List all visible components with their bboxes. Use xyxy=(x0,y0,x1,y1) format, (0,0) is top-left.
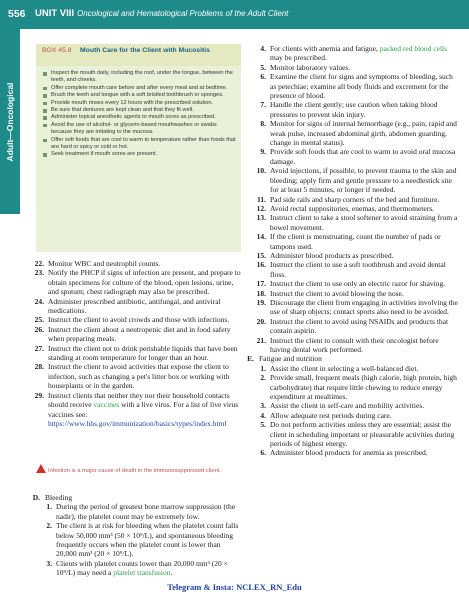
box-header xyxy=(36,44,241,66)
item-text: Discourage the client from engaging in activities involving the use of sharp objects; contact sports also need to be avoided. xyxy=(270,297,458,317)
list-item xyxy=(252,373,460,401)
list-item xyxy=(22,344,243,363)
item-text: Instruct the client to avoid activities that expose the client to infection, such as changing a pet's litter box or working with houseplants or in the garden. xyxy=(48,362,230,391)
item-text: Instruct the client to consult with their oncologist before having dental work performed. xyxy=(270,335,439,354)
box-label: BOX 45.8 xyxy=(42,47,72,54)
warning-callout xyxy=(36,464,241,476)
list-item xyxy=(252,336,460,355)
section-title: Bleeding xyxy=(45,493,73,502)
item-number: 14. xyxy=(256,232,266,242)
item-number: 24. xyxy=(34,296,44,306)
vaccines-link[interactable]: vaccines xyxy=(93,400,120,410)
box-list-item: Offer complete mouth care before and after every meal and at bedtime. xyxy=(42,85,236,92)
list-item xyxy=(22,297,243,316)
item-text: Instruct the client to avoid blowing the nose. xyxy=(270,288,404,298)
item-number: 15. xyxy=(256,250,266,260)
list-item xyxy=(252,298,460,317)
box-title: Mouth Care for the Client with Mucositis xyxy=(80,47,210,54)
platelet-transfusion-link[interactable]: platelet transfusion xyxy=(113,568,171,578)
mucositis-box xyxy=(36,44,241,252)
list-item xyxy=(252,401,460,410)
list-item xyxy=(252,279,460,288)
list-item xyxy=(252,44,460,63)
bleeding-section xyxy=(30,493,243,578)
item-number: 8. xyxy=(260,119,266,129)
item-text: Instruct the client not to drink perishable liquids that have been standing at room temperature for longer than an hour. xyxy=(48,343,238,363)
side-tab xyxy=(0,29,20,214)
item-number: 6. xyxy=(260,72,266,82)
chapter-title: Oncological and Hematological Problems of the Adult Client xyxy=(77,9,289,18)
list-item xyxy=(252,411,460,420)
item-text-part: with a live virus. For a list of live virus vaccines see: xyxy=(48,400,239,419)
list-item xyxy=(22,315,243,324)
item-text-part: Instruct clients that neither they nor their household contacts should receive xyxy=(48,390,230,410)
item-text: During the period of greatest bone marrow suppression (the nadir), the platelet count may be extremely low. xyxy=(56,502,236,521)
section-letter: D. xyxy=(32,493,40,502)
right-column-list xyxy=(247,44,460,458)
left-column-list xyxy=(22,259,243,428)
section-title: Fatigue and nutrition xyxy=(259,354,322,364)
list-item xyxy=(252,63,460,72)
list-item xyxy=(30,559,243,578)
item-number: 9. xyxy=(260,147,266,157)
item-number: 11. xyxy=(257,194,266,204)
section-heading xyxy=(30,493,243,502)
list-item xyxy=(252,251,460,260)
list-item xyxy=(252,72,460,100)
item-text: Avoid rectal suppositories, enemas, and thermometers. xyxy=(270,203,434,213)
list-item xyxy=(252,364,460,373)
item-number: 5. xyxy=(260,420,266,430)
item-number: 3. xyxy=(260,401,266,411)
item-number: 6. xyxy=(260,448,266,458)
list-item xyxy=(252,260,460,279)
box-list-item: Brush the teeth and tongue with a soft bristled toothbrush or sponges. xyxy=(42,92,236,99)
item-number: 2. xyxy=(260,373,266,383)
item-text: Notify the PHCP if signs of infection are present, and prepare to obtain specimens for culture of the blood, open lesions, urine, and sputum; chest radiograph may also be prescribed. xyxy=(48,268,241,297)
item-number: 7. xyxy=(260,100,266,110)
item-text: The client is at risk for bleeding when the platelet count falls below 50,000 mm³ (50 × 10⁹/L), and spontaneous bleeding frequently occurs when the platelet count is lower than 20,000 mm³ (20 × 10⁹/L). xyxy=(56,521,239,559)
list-item xyxy=(22,362,243,390)
item-text: Administer blood products for anemia as prescribed. xyxy=(270,448,428,458)
vaccine-url-link[interactable]: https://www.hhs.gov/immunization/basics/types/index.html xyxy=(48,418,227,428)
box-list-item: Offer soft foods that are cool to warm to temperature rather than foods that are hard or spicy or cold or hot. xyxy=(42,137,236,152)
footer-watermark: Telegram & Insta: NCLEX_RN_Edu xyxy=(167,582,302,592)
item-text: Examine the client for signs and symptoms of bleeding, such as petechiae; examine all body fluids and excrement for the presence of blood. xyxy=(270,72,453,101)
item-text: Instruct the client to use a soft toothbrush and avoid dental floss. xyxy=(270,260,446,279)
list-item xyxy=(252,232,460,251)
list-item xyxy=(22,259,243,268)
box-list-item: Administer topical anesthetic agents to mouth sores as prescribed. xyxy=(42,114,236,121)
item-text: Administer blood products as prescribed. xyxy=(270,250,394,260)
item-text-part: may be prescribed. xyxy=(270,53,327,63)
list-item xyxy=(252,195,460,204)
list-item xyxy=(252,166,460,194)
item-number: 25. xyxy=(34,315,44,325)
item-text: Monitor WBC and neutrophil counts. xyxy=(48,259,161,268)
item-text: Monitor laboratory values. xyxy=(270,62,351,72)
item-text xyxy=(266,44,460,63)
item-number: 2. xyxy=(46,521,52,531)
list-item xyxy=(252,100,460,119)
list-item xyxy=(252,448,460,457)
item-text: Assist the client in self-care and mobility activities. xyxy=(270,401,425,411)
warning-icon xyxy=(36,464,46,473)
item-text: Provide soft foods that are cool to warm to avoid oral mucosa damage. xyxy=(270,147,456,166)
item-text: Pad side rails and sharp corners of the bed and furniture. xyxy=(270,194,440,204)
box-list-item: Provide mouth rinses every 12 hours with the prescribed solution. xyxy=(42,100,236,107)
box-list-item: Avoid the use of alcohol- or glycerin-based mouthwashes or swabs because they are irritating to the mucosa. xyxy=(42,122,236,137)
item-text xyxy=(52,559,243,578)
item-number: 29. xyxy=(34,390,44,400)
item-text: Instruct the client about a neutropenic diet and in food safety when preparing meals. xyxy=(48,324,231,344)
unit-label: UNIT VIII xyxy=(35,8,75,19)
packed-rbc-link[interactable]: packed red blood cells xyxy=(379,44,448,53)
item-text: Instruct the client to avoid using NSAIDs and products that contain aspirin. xyxy=(270,316,449,336)
item-text: Provide small, frequent meals (high calorie, high protein, high carbohydrate) that require little chewing to reduce energy expenditure at mealtimes. xyxy=(270,373,457,402)
item-number: 3. xyxy=(46,558,52,568)
box-list-item: Be sure that dentures are kept clean and that they fit well. xyxy=(42,107,236,114)
item-number: 21. xyxy=(256,335,266,345)
item-text: Instruct the client to use only an electric razor for shaving. xyxy=(270,279,446,289)
item-number: 12. xyxy=(256,203,266,213)
list-item xyxy=(22,268,243,296)
item-text-part: Clients with platelet counts lower than 20,000 mm³ (20 × 10⁹/L) may need a xyxy=(56,558,228,578)
item-number: 5. xyxy=(260,62,266,72)
item-number: 13. xyxy=(256,213,266,223)
item-number: 26. xyxy=(34,324,44,334)
box-list-item: Inspect the mouth daily, including the roof, under the tongue, between the teeth, and cheeks. xyxy=(42,70,236,85)
item-number: 20. xyxy=(256,316,266,326)
item-text: Assist the client in selecting a well-balanced diet. xyxy=(270,363,419,373)
page-number: 556 xyxy=(8,8,26,20)
item-number: 28. xyxy=(34,362,44,372)
list-item xyxy=(22,391,243,429)
item-number: 10. xyxy=(256,166,266,176)
box-list xyxy=(42,70,236,159)
list-item xyxy=(252,204,460,213)
list-item xyxy=(30,521,243,559)
item-text: Do not perform activities unless they are essential; assist the client in scheduling important or pleasurable activities during periods of highest energy. xyxy=(270,420,455,449)
item-number: 19. xyxy=(256,297,266,307)
list-item xyxy=(252,147,460,166)
item-text-part: For clients with anemia and fatigue, xyxy=(270,44,380,53)
item-text: Monitor for signs of internal hemorrhage (e.g., pain, rapid and weak pulse, increased abdominal girth, abdomen guarding, change in mental status). xyxy=(270,119,457,148)
list-item xyxy=(252,119,460,147)
running-header xyxy=(0,0,469,29)
item-number: 16. xyxy=(256,260,266,270)
item-text: Instruct client to take a stool softener to avoid straining from a bowel movement. xyxy=(270,213,458,232)
list-item xyxy=(252,317,460,336)
item-text: Avoid injections, if possible, to prevent trauma to the skin and bleeding; apply firm and gentle pressure to a needlestick site for at least 5 minutes, or longer if needed. xyxy=(270,166,457,195)
list-item xyxy=(252,289,460,298)
item-number: 1. xyxy=(260,363,266,373)
item-text: Instruct the client to avoid crowds and those with infections. xyxy=(48,315,230,325)
item-number: 22. xyxy=(34,259,44,268)
item-number: 17. xyxy=(256,279,266,289)
section-heading xyxy=(244,354,460,363)
warning-text: Infection is a major cause of death in the immunosuppressed client. xyxy=(48,468,222,474)
list-item xyxy=(252,213,460,232)
item-number: 18. xyxy=(256,288,266,298)
item-text: If the client is menstruating, count the number of pads or tampons used. xyxy=(270,232,441,251)
item-number: 4. xyxy=(260,44,266,53)
side-tab-label: Adult—Oncological xyxy=(5,82,15,161)
item-number: 4. xyxy=(260,410,266,420)
list-item xyxy=(30,502,243,521)
list-item xyxy=(22,325,243,344)
item-number: 27. xyxy=(34,343,44,353)
item-text-part: . xyxy=(170,568,173,578)
item-text: Allow adequate rest periods during care. xyxy=(270,410,392,420)
item-text: Handle the client gently; use caution when taking blood pressures to prevent skin injury. xyxy=(270,100,438,119)
list-item xyxy=(252,420,460,448)
section-letter: E. xyxy=(247,354,254,364)
item-number: 23. xyxy=(34,268,44,278)
item-text: Administer prescribed antibiotic, antifungal, and antiviral medications. xyxy=(48,296,221,316)
item-text xyxy=(44,391,243,429)
box-list-item: Seek treatment if mouth sores are present. xyxy=(42,151,236,158)
item-number: 1. xyxy=(46,502,52,512)
